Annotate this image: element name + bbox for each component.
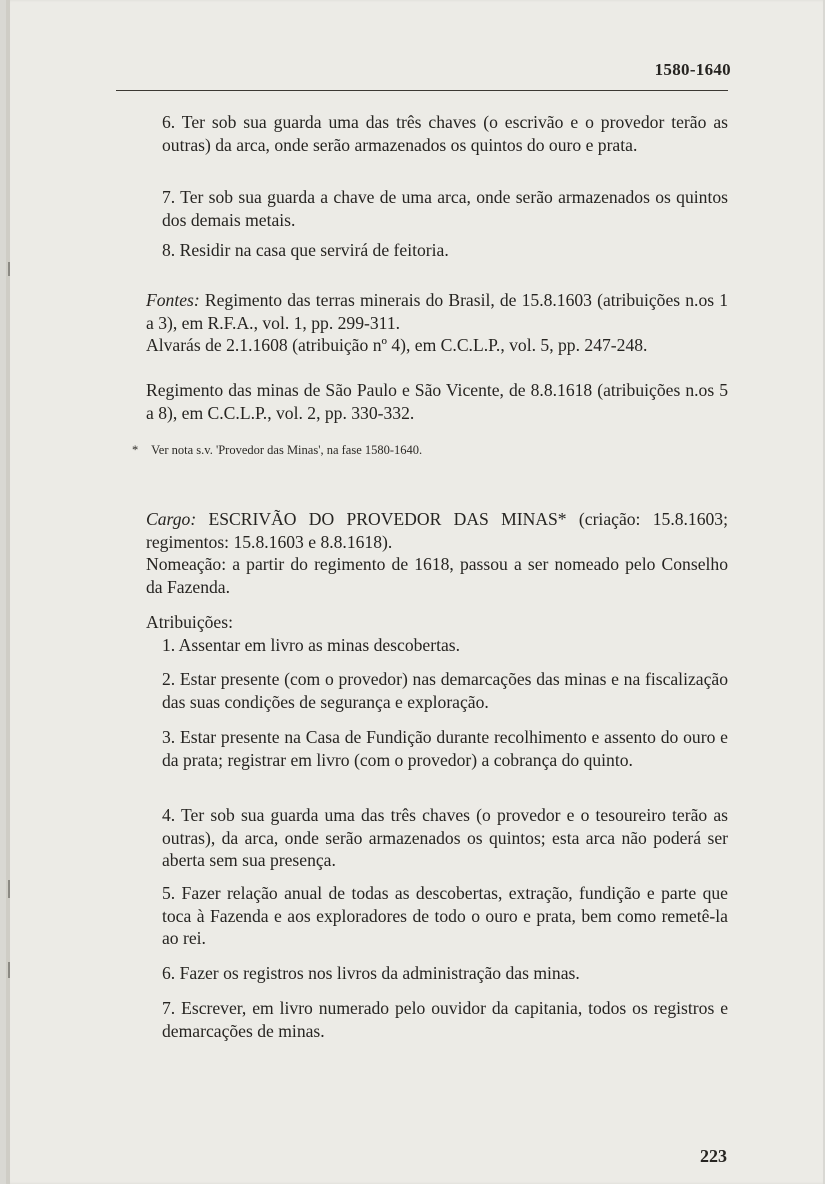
margin-mark	[8, 962, 10, 978]
cargo-heading	[146, 508, 728, 553]
page-edge	[6, 0, 10, 1184]
attribution-item: 7. Escrever, em livro numerado pelo ouvidor da capitania, todos os registros e demarcações de minas.	[162, 998, 728, 1041]
attribution-item: 3. Estar presente na Casa de Fundição durante recolhimento e assento do ouro e da prata; registrar em livro (com o provedor) a cobrança do quinto.	[162, 727, 728, 770]
margin-mark	[8, 262, 10, 276]
attribution-item: 4. Ter sob sua guarda uma das três chaves (o provedor e o tesoureiro terão as outras), da arca, onde serão armazenados os quintos; esta arca não poderá ser aberta sem sua presença.	[162, 805, 728, 870]
attribution-item: 6. Ter sob sua guarda uma das três chaves (o escrivão e o provedor terão as outras) da arca, onde serão armazenados os quintos do ouro e prata.	[162, 112, 728, 155]
atribuicoes-label: Atribuições:	[146, 612, 233, 632]
attribution-item: 5. Fazer relação anual de todas as descobertas, extração, fundição e parte que toca à Fazenda e aos exploradores de todo o ouro e prata, bem como remetê-la ao rei.	[162, 883, 728, 948]
attribution-item: 1. Assentar em livro as minas descobertas.	[162, 635, 461, 655]
footnote-marker: *	[132, 443, 139, 457]
source-entry: Regimento das minas de São Paulo e São Vicente, de 8.8.1618 (atribuições n.os 5 a 8), em C.C.L.P., vol. 2, pp. 330-332.	[146, 380, 728, 423]
attribution-item: 7. Ter sob sua guarda a chave de uma arca, onde serão armazenados os quintos dos demais metais.	[162, 187, 728, 230]
attribution-item: 6. Fazer os registros nos livros da administração das minas.	[162, 963, 580, 983]
running-header: 1580-1640	[654, 60, 731, 79]
cargo-label: Cargo:	[146, 509, 197, 529]
cargo-nomeacao: Nomeação: a partir do regimento de 1618, passou a ser nomeado pelo Conselho da Fazenda.	[146, 554, 728, 597]
margin-mark	[8, 880, 10, 898]
attribution-item: 2. Estar presente (com o provedor) nas demarcações das minas e na fiscalização das suas condições de segurança e exploração.	[162, 669, 728, 712]
sources-label: Fontes:	[146, 290, 200, 310]
sources-section	[146, 289, 728, 334]
footnote	[132, 443, 422, 458]
cargo-title: ESCRIVÃO DO PROVEDOR DAS MINAS* (criação: 15.8.1603; regimentos: 15.8.1603 e 8.8.1618).	[146, 509, 728, 552]
source-entry: Regimento das terras minerais do Brasil, de 15.8.1603 (atribuições n.os 1 a 3), em R.F.A., vol. 1, pp. 299-311.	[146, 290, 728, 333]
page-number: 223	[700, 1146, 727, 1166]
source-entry: Alvarás de 2.1.1608 (atribuição nº 4), em C.C.L.P., vol. 5, pp. 247-248.	[146, 335, 648, 355]
header-rule	[116, 90, 728, 91]
footnote-text: Ver nota s.v. 'Provedor das Minas', na fase 1580-1640.	[151, 443, 423, 457]
document-page	[6, 0, 823, 1184]
attribution-item: 8. Residir na casa que servirá de feitoria.	[162, 240, 449, 260]
